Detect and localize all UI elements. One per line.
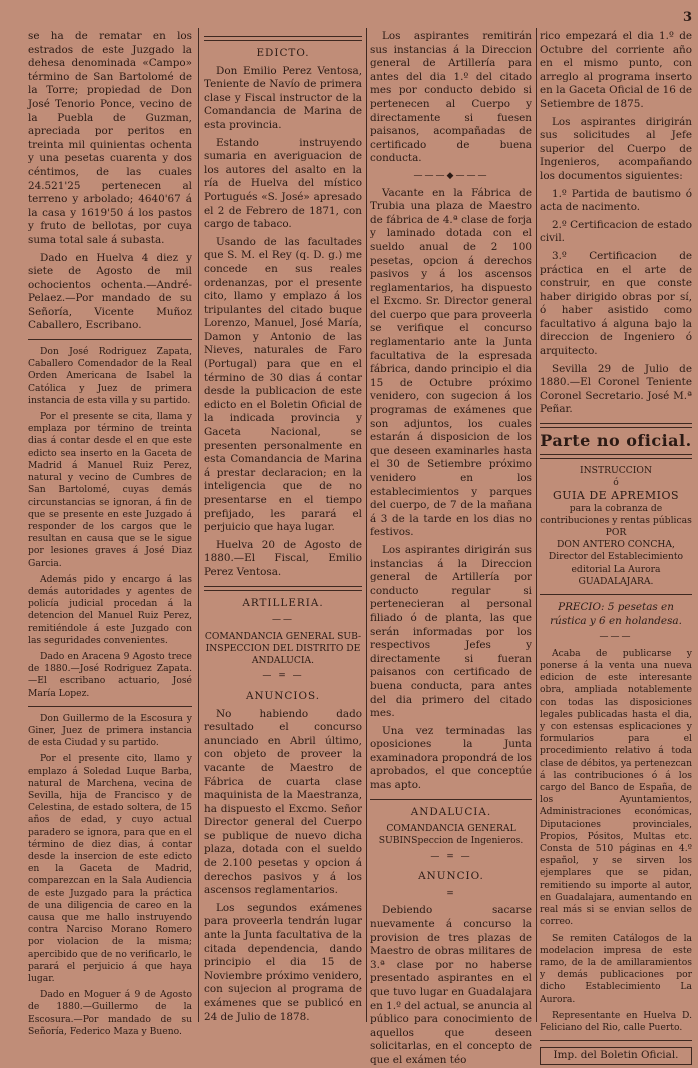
- author-name: DON ANTERO CONCHA,: [557, 539, 675, 551]
- edicto-body: Usando de las facultades que S. M. el Rey (q. D. g.) me concede en sus reales ordenanzas, por el presente cito, llamo y emplazo á los tripulantes del citado buque Lorenzo, Manuel, José María, Damon y Antonio de las Nieves, naturales de Faro (Portugal) para que en el término de 30 dias á contar desde la publicacion de este edicto en el Boletin Oficial de la indicada provincia y Gaceta Nacional, se presenten personalmente en esta Comandancia de Marina á prestar declaracion; en la inteligencia que de no presentarse en el tiempo prefijado, les parará el perjuicio que haya lugar.: [204, 235, 362, 534]
- guia-title: GUIA DE APREMIOS: [552, 489, 679, 503]
- artilleria-heading: ARTILLERIA.: [242, 596, 324, 609]
- anuncios-heading: ANUNCIOS.: [245, 689, 321, 702]
- instruccion-title: INSTRUCCION: [579, 464, 652, 476]
- column-3: [370, 30, 532, 1066]
- column-divider: [366, 28, 367, 1022]
- document-item-3: 3.º Certificacion de práctica en el arte de construir, en que conste haber dirigido obras por sí, ó haber asistido como facultativo á alguna bajo la direccion de Ingeniero ó arquitecto.: [540, 249, 692, 358]
- price-line: PRECIO: 5 pesetas en rústica y 6 en holandesa.: [550, 601, 682, 627]
- solicitudes-text: Los aspirantes dirigirán sus solicitudes al Jefe superior del Cuerpo de Ingenieros, acompañando los documentos siguientes:: [540, 115, 692, 182]
- author-description: Director del Establecimiento editorial La Aurora: [548, 551, 684, 575]
- representante-text: Representante en Huelva D. Feliciano del Rio, calle Puerto.: [540, 1009, 692, 1033]
- ornament: — = —: [262, 671, 304, 682]
- guia-description: Acaba de publicarse y ponerse á la venta una nueva edicion de este interesante obra, ampliada notablemente con todas las disposiciones legales publicadas hasta el dia, y con estensas esplicaciones y formularios para el procedimiento relativo á toda clase de débitos, ya pertenezcan á las contribuciones ó á los cargo del Banco de España, de los Ayuntamientos, Administraciones económicas, Diputaciones provinciales, Propios, Pósitos, Multas etc. Consta de 510 páginas en 4.º español, y se sirven los ejemplares que se pidan, remitiendo su importe al autor, en Guadalajara, aumentando en real más si se envian sellos de correo.: [540, 647, 692, 928]
- comandancia-heading: COMANDANCIA GENERAL SUBINSpeccion de Ingenieros.: [378, 823, 524, 847]
- column-4: [540, 30, 692, 1062]
- aspirantes-text: Los aspirantes remitirán sus instancias á la Direccion general de Artillería para antes del dia 1.º del citado mes por conducto debido si pertenecen al Cuerpo y directamente si fuesen paisanos, acompañadas de certificado de buena conducta.: [370, 30, 532, 165]
- column-divider: [536, 28, 537, 1022]
- obras-militares-text: Debiendo sacarse nuevamente á concurso la provision de tres plazas de Maestro de obras militares de 3.ª clase por no haberse presentado aspirantes en el que tuvo lugar en Guadalajara en 1.º del actual, se anuncia al público para conocimiento de aquellos que deseen solicitarlas, en el concepto de que el exámen téo: [370, 904, 532, 1066]
- separator: [204, 36, 362, 41]
- imprenta-footer: Imp. del Boletin Oficial.: [540, 1047, 692, 1065]
- summons-signature-2: Dado en Moguer á 9 de Agosto de 1880.—Guillermo de la Escosura.—Por mandado de su Señoría, Federico Maza y Bueno.: [28, 989, 192, 1037]
- separator: [540, 423, 692, 428]
- separator: [370, 799, 532, 800]
- separator: [204, 586, 362, 591]
- trubia-vacancy: Vacante en la Fábrica de Trubia una plaza de Maestro de fábrica de 4.ª clase de forja y laminado dotada con el sueldo anual de 2 100 pesetas, opcion á derechos pasivos y á los ascensos reglamentarios, ha dispuesto el Excmo. Sr. Director general del cuerpo que para proveerla se verifique el concurso reglamentario ante la Junta facultativa de la espresada fábrica, dando principio el dia 15 de Octubre próximo venidero, con sugecion á los programas de exámenes que son adjuntos, los cuales estarán á disposicion de los que deseen examinarles hasta el 30 de Setiembre próximo venidero en los establecimientos y parques del cuerpo, de 7 de la mañana á 3 de la tarde en los dias no festivos.: [370, 186, 532, 539]
- column-1: [28, 30, 192, 1037]
- column-divider: [198, 28, 199, 1022]
- separator: [540, 454, 692, 459]
- parte-no-oficial-heading: Parte no oficial.: [540, 431, 692, 451]
- anuncio-heading: ANUNCIO.: [418, 870, 484, 883]
- separator: [540, 1040, 692, 1041]
- catalogos-text: Se remiten Catálogos de la modelacion impresa de este ramo, de la de amillaramientos y demás publicaciones por dicho Establecimiento La Aurora.: [540, 932, 692, 1005]
- judge-heading-2: Don Guillermo de la Escosura y Giner, Juez de primera instancia de esta Ciudad y su partido.: [28, 712, 192, 749]
- edicto-author: Don Emilio Perez Ventosa, Teniente de Navío de primera clase y Fiscal instructor de la Comandancia de Marina de esta provincia.: [204, 64, 362, 131]
- auction-signature: Dado en Huelva 4 diez y siete de Agosto de mil ochocientos ochenta.—André-Pelaez.—Por mandado de su Señoría, Vicente Muñoz Caballero, Escribano.: [28, 251, 192, 332]
- auction-notice: se ha de rematar en los estrados de este Juzgado la dehesa denominada «Campo» término de San Bartolomé de la Torre; propiedad de Don José Tenorio Ponce, vecino de la Puebla de Guzman, apreciada por peritos en treinta mil quinientas ochenta y una pesetas cuarenta y dos céntimos, de las cuales 24.521'25 pertenecen al terreno y arbolado; 4640'67 á la casa y 1619'50 á los pastos y fruto de bellotas, por cuya suma total sale á subasta.: [28, 30, 192, 246]
- ornament: ———: [599, 632, 633, 643]
- oposiciones-text: Una vez terminadas las oposiciones la Junta examinadora propondrá de los aprobados, el que conceptúe mas apto.: [370, 724, 532, 792]
- edicto-title: EDICTO.: [256, 47, 310, 59]
- anuncio-body-1: No habiendo dado resultado el concurso anunciado en Abril último, con objeto de proveer la vacante de Maestro de Fábrica de cuarta clase maquinista de la Maestranza, ha dispuesto el Excmo. Señor Director general del Cuerpo se publique de nuevo dicha plaza, dotada con el sueldo de 2.100 pesetas y opcion á derechos pasivos y á los ascensos reglamentarios.: [204, 707, 362, 897]
- separator: [28, 706, 192, 707]
- examen-continuation: rico empezará el dia 1.º de Octubre del corriente año en el mismo punto, con arreglo al programa inserto en la Gaceta Oficial de 16 de Setiembre de 1875.: [540, 30, 692, 110]
- anuncio-body-2: Los segundos exámenes para proveerla tendrán lugar ante la Junta facultativa de la citada dependencia, dando principio el dia 15 de Noviembre próximo venidero, con sujecion al programa de exámenes que se publicó en 24 de Julio de 1878.: [204, 901, 362, 1023]
- document-item-2: 2.º Certificacion de estado civil.: [540, 218, 692, 245]
- place-name: GUADALAJARA.: [578, 575, 654, 587]
- summons-text-2: Por el presente cito, llamo y emplazo á Soledad Luque Barba, natural de Marchena, vecina de Sevilla, hija de Francisco y de Celestina, de estado soltera, de 15 años de edad, y cuyo actual paradero se ignora, para que en el término de diez dias, á contar desde la insercion de este edicto en la Gaceta de Madrid, comparezcan en la Sala Audiencia de este Juzgado para la práctica de una diligencia de careo en la causa que me hallo instruyendo contra Narciso Morano Romero por violacion de la misma; apercibido que de no verificarlo, le parará el perjuicio á que haya lugar.: [28, 753, 192, 985]
- ornament: ——: [272, 615, 294, 626]
- ornament: ———◆———: [413, 170, 489, 181]
- ornament: =: [446, 888, 456, 899]
- summons-text: Por el presente se cita, llama y emplaza por término de treinta dias á contar desde el en que este edicto sea inserto en la Gaceta de Madrid á Manuel Ruiz Perez, natural y vecino de Cumbres de San Bartolomé, cuyas demás circunstancias se ignoran, á fin de que se presente en este Juzgado á responder de los cargos que le resultan en causa que se le sigue por lesiones graves á José Diaz Garcia.: [28, 411, 192, 569]
- summons-request: Además pido y encargo á las demás autoridades y agentes de policía judicial procedan á la detencion del Manuel Ruiz Perez, remitiéndole á este Juzgado con las seguridades convenientes.: [28, 573, 192, 646]
- andalucia-heading: ANDALUCIA.: [410, 805, 492, 818]
- column-2: [204, 30, 362, 1023]
- aspirantes-text-2: Los aspirantes dirigirán sus instancias á la Direccion general de Artillería por conducto regular si pertenecieran al personal filiado ó de planta, las que serán informadas por los respectivos Jefes y directamente si fueran paisanos con certificado de buena conducta, para antes del dia primero del citado mes.: [370, 543, 532, 720]
- guia-subtitle: para la cobranza de contribuciones y rentas públicas: [540, 502, 692, 526]
- edicto-signature: Huelva 20 de Agosto de 1880.—El Fiscal, Emilio Perez Ventosa.: [204, 538, 362, 578]
- sevilla-signature: Sevilla 29 de Julio de 1880.—El Coronel Teniente Coronel Secretario. José M.ª Peñar.: [540, 362, 692, 416]
- separator: [28, 339, 192, 340]
- ornament: — = —: [430, 851, 472, 862]
- comandancia-heading: COMANDANCIA GENERAL SUB-INSPECCION DEL DISTRITO DE ANDALUCIA.: [204, 630, 362, 667]
- instruccion-o: ó: [613, 476, 619, 488]
- por-label: POR: [605, 527, 627, 539]
- separator: [540, 594, 692, 595]
- page-number: 3: [682, 10, 692, 25]
- document-item-1: 1.º Partida de bautismo ó acta de nacimento.: [540, 187, 692, 214]
- edicto-context: Estando instruyendo sumaria en averiguacion de los autores del asalto en la ría de Huelva del místico Portugués «S. José» apresado el 2 de Febrero de 1871, con cargo de tabaco.: [204, 136, 362, 231]
- judge-heading: Don José Rodriguez Zapata, Caballero Comendador de la Real Orden Americana de Isabel la Católica y Juez de primera instancia de esta villa y su partido.: [28, 346, 192, 406]
- summons-signature: Dado en Aracena 9 Agosto trece de 1880.—José Rodriguez Zapata.—El escribano actuario, José María Lopez.: [28, 650, 192, 699]
